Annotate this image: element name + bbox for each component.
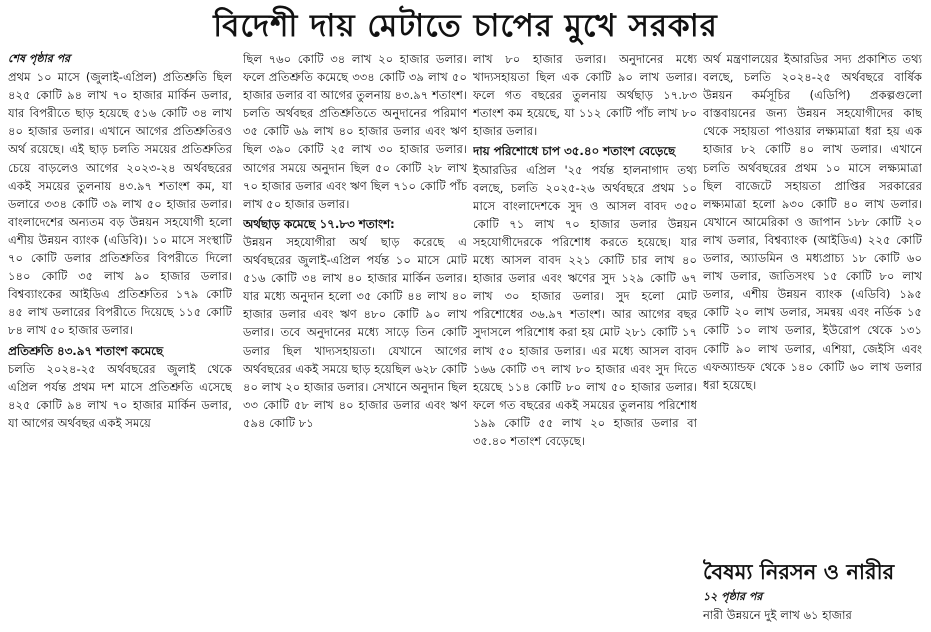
- column-2: [243, 50, 467, 628]
- subheading-commitment-decreased: প্রতিশ্রুতি ৪৩.৯৭ শতাংশ কমেছে: [8, 343, 164, 358]
- subheading-disbursement-decreased: অর্থছাড় কমেছে ১৭.৮৩ শতাংশ:: [243, 216, 395, 231]
- column-4-paragraph-1: অর্থ মন্ত্রণালয়ের ইআরডির সদ্য প্রকাশিত তথ্য বলছে, চলতি ২০২৪-২৫ অর্থবছরে বার্ষিক উন্নয়ন কর্মসূচির (এডিপি) প্রকল্পগুলো বাস্তবায়নের জন্য উন্নয়ন সহযোগীদের কাছ থেকে সহায়তা পাওয়ার লক্ষ্যমাত্রা ধরা হয় এক হাজার ৮২ কোটি ৪০ লাখ ডলার। এখানে চলতি অর্থবছরের প্রথম ১০ মাসে লক্ষ্যমাত্রা ছিল বাজেটে সহায়তা প্রাপ্তির সরকারের লক্ষ্যমাত্রা হলো ৯৩০ কোটি ৪০ লাখ ডলার। যেখানে আমেরিকা ও জাপান ১৮৮ কোটি ২০ লাখ ডলার, বিশ্বব্যাংক (আইডিএ) ২২৫ কোটি ডলার, অ্যাডমিন ও মধ্যপ্রাচ্য ১৮ কোটি ৬০ লাখ ডলার, জাতিসংঘ ১৫ কোটি ৮০ লাখ ডলার, এশীয় উন্নয়ন ব্যাংক (এডিবি) ১৯৫ কোটি ২০ লাখ ডলার, সমন্বয় এবং নর্ডিক ১৫ কোটি ১০ লাখ ডলার, ইউরোপ থেকে ১৩১ কোটি ৯০ লাখ ডলার, এশিয়া, জেইসি এবং এফঅ্যান্ডফ থেকে ১৪০ কোটি ৬০ লাখ ডলার ধরা হয়েছে।: [703, 52, 922, 392]
- main-headline: বিদেশী দায় মেটাতে চাপের মুখে সরকার: [213, 8, 718, 44]
- column-1: [8, 50, 232, 628]
- column-3-paragraph-2: ইআরডির এপ্রিল '২৫ পর্যন্ত হালনাগাদ তথ্য বলছে, চলতি ২০২৫-২৬ অর্থবছরে প্রথম ১০ মাসে বাংলাদেশকে সুদ ও আসল বাবদ ৩৫০ কোটি ৭১ লাখ ৭০ হাজার ডলার উন্নয়ন সহযোগীদেরকে পরিশোধ করতে হয়েছে। যার মধ্যে আসল বাবদ ২২১ কোটি চার লাখ ৪০ হাজার ডলার এবং ঋণের সুদ ১২৯ কোটি ৬৭ লাখ ৩০ হাজার ডলার। সুদ হলো মোট পরিশোধের ৩৬.৯৭ শতাংশ। আর আগের বছর সুদাসলে পরিশোধ করা হয় মোট ২৮১ কোটি ১৭ লাখ ৫০ হাজার ডলার। এর মধ্যে আসল বাবদ ১৬৬ কোটি ৩৭ লাখ ৮০ হাজার এবং সুদ দিতে হয়েছে ১১৪ কোটি ৮০ লাখ ৫০ হাজার ডলার। ফলে গত বছরের একই সময়ের তুলনায় পরিশোধ ১৯৯ কোটি ৫৫ লাখ ২০ হাজার ডলার বা ৩৫.৪০ শতাংশ বেড়েছে।: [473, 162, 697, 448]
- column-3: [473, 50, 697, 628]
- secondary-headline: বৈষম্য নিরসন ও নারীর: [703, 560, 895, 584]
- column-1-paragraph-2: চলতি ২০২৪-২৫ অর্থবছরের জুলাই থেকে এপ্রিল পর্যন্ত প্রথম দশ মাসে প্রতিশ্রুতি এসেছে ৪২৫ কোটি ৯৪ লাখ ৭০ হাজার মার্কিন ডলার, যা আগের অর্থবছর একই সময়ে: [8, 361, 232, 430]
- secondary-continued-label: ১২ পৃষ্ঠার পর: [703, 590, 763, 603]
- secondary-article-text: নারী উন্নয়নে দুই লাখ ৬১ হাজার: [703, 608, 852, 623]
- continued-from-label: শেষ পৃষ্ঠার পর: [8, 52, 71, 65]
- secondary-article: [703, 588, 922, 624]
- column-2-paragraph-1: ছিল ৭৬০ কোটি ৩৪ লাখ ২০ হাজার ডলার। ফলে প্রতিশ্রুতি কমেছে ৩৩৪ কোটি ৩৯ লাখ ৫০ হাজার ডলার বা আগের তুলনায় ৪৩.৯৭ শতাংশ। চলতি অর্থবছর প্রতিশ্রুতিতে অনুদানের পরিমাণ ৩৫ কোটি ৬৯ লাখ ৪০ হাজার ডলার এবং ঋণ ছিল ৩৯০ কোটি ২৫ লাখ ৩০ হাজার ডলার। আগের সময়ে অনুদান ছিল ৫০ কোটি ২৮ লাখ ৭০ হাজার ডলার এবং ঋণ ছিল ৭১০ কোটি পাঁচ লাখ ৫০ হাজার ডলার।: [243, 52, 467, 211]
- column-2-paragraph-2: উন্নয়ন সহযোগীরা অর্থ ছাড় করেছে এ অর্থবছরের জুলাই-এপ্রিল পর্যন্ত ১০ মাসে মোট ৫১৬ কোটি ৩৪ লাখ ৪০ হাজার মার্কিন ডলার। যার মধ্যে অনুদান হলো ৩৫ কোটি ৪৪ লাখ ৪০ হাজার ডলার এবং ঋণ ৪৮০ কোটি ৯০ লাখ ডলার। তবে অনুদানের মধ্যে সাড়ে তিন কোটি ডলার ছিল খাদ্যসহায়তা। যেখানে আগের অর্থবছরের একই সময়ে ছাড় হয়েছিল ৬২৮ কোটি ৪০ লাখ ২০ হাজার ডলার। সেখানে অনুদান ছিল ৩৩ কোটি ৫৮ লাখ ৪০ হাজার ডলার এবং ঋণ ৫৯৪ কোটি ৮১: [243, 234, 467, 430]
- subheading-repayment-pressure: দায় পরিশোধে চাপ ৩৫.৪০ শতাংশ বেড়েছে: [473, 144, 676, 159]
- column-1-paragraph-1: প্রথম ১০ মাসে (জুলাই-এপ্রিল) প্রতিশ্রুতি ছিল ৪২৫ কোটি ৯৪ লাখ ৭০ হাজার মার্কিন ডলার, যার বিপরীতে ছাড় হয়েছে ৫১৬ কোটি ৩৪ লাখ ৪০ হাজার ডলার। এখানে আগের প্রতিশ্রুতিরও অর্থ রয়েছে। এই ছাড় চলতি সময়ের প্রতিশ্রুতির চেয়ে বাড়লেও আগের ২০২৩-২৪ অর্থবছরের একই সময়ের তুলনায় ৪৩.৯৭ শতাংশ কম, যা ডলারে ৩৩৪ কোটি ৩৯ লাখ ৫০ হাজার ডলার। বাংলাদেশের অন্যতম বড় উন্নয়ন সহযোগী হলো এশীয় উন্নয়ন ব্যাংক (এডিবি)। ১০ মাসে সংস্থাটি ৭০ কোটি ডলার প্রতিশ্রুতির বিপরীতে দিলো ১৪০ কোটি ৩৫ লাখ ৯০ হাজার ডলার। বিশ্বব্যাংকের আইডিএ প্রতিশ্রুতির ১৭৯ কোটি ৪৫ লাখ ডলারের বিপরীতে দিয়েছে ১১৫ কোটি ৮৪ লাখ ৫০ হাজার ডলার।: [8, 70, 232, 338]
- column-3-paragraph-1: লাখ ৮০ হাজার ডলার। অনুদানের মধ্যে খাদ্যসহায়তা ছিল এক কোটি ৯০ লাখ ডলার। ফলে গত বছরের তুলনায় অর্থছাড় ১৭.৮৩ শতাংশ কম হয়েছে, যা ১১২ কোটি পাঁচ লাখ ৮০ হাজার ডলার।: [473, 52, 697, 139]
- column-4: [703, 50, 922, 556]
